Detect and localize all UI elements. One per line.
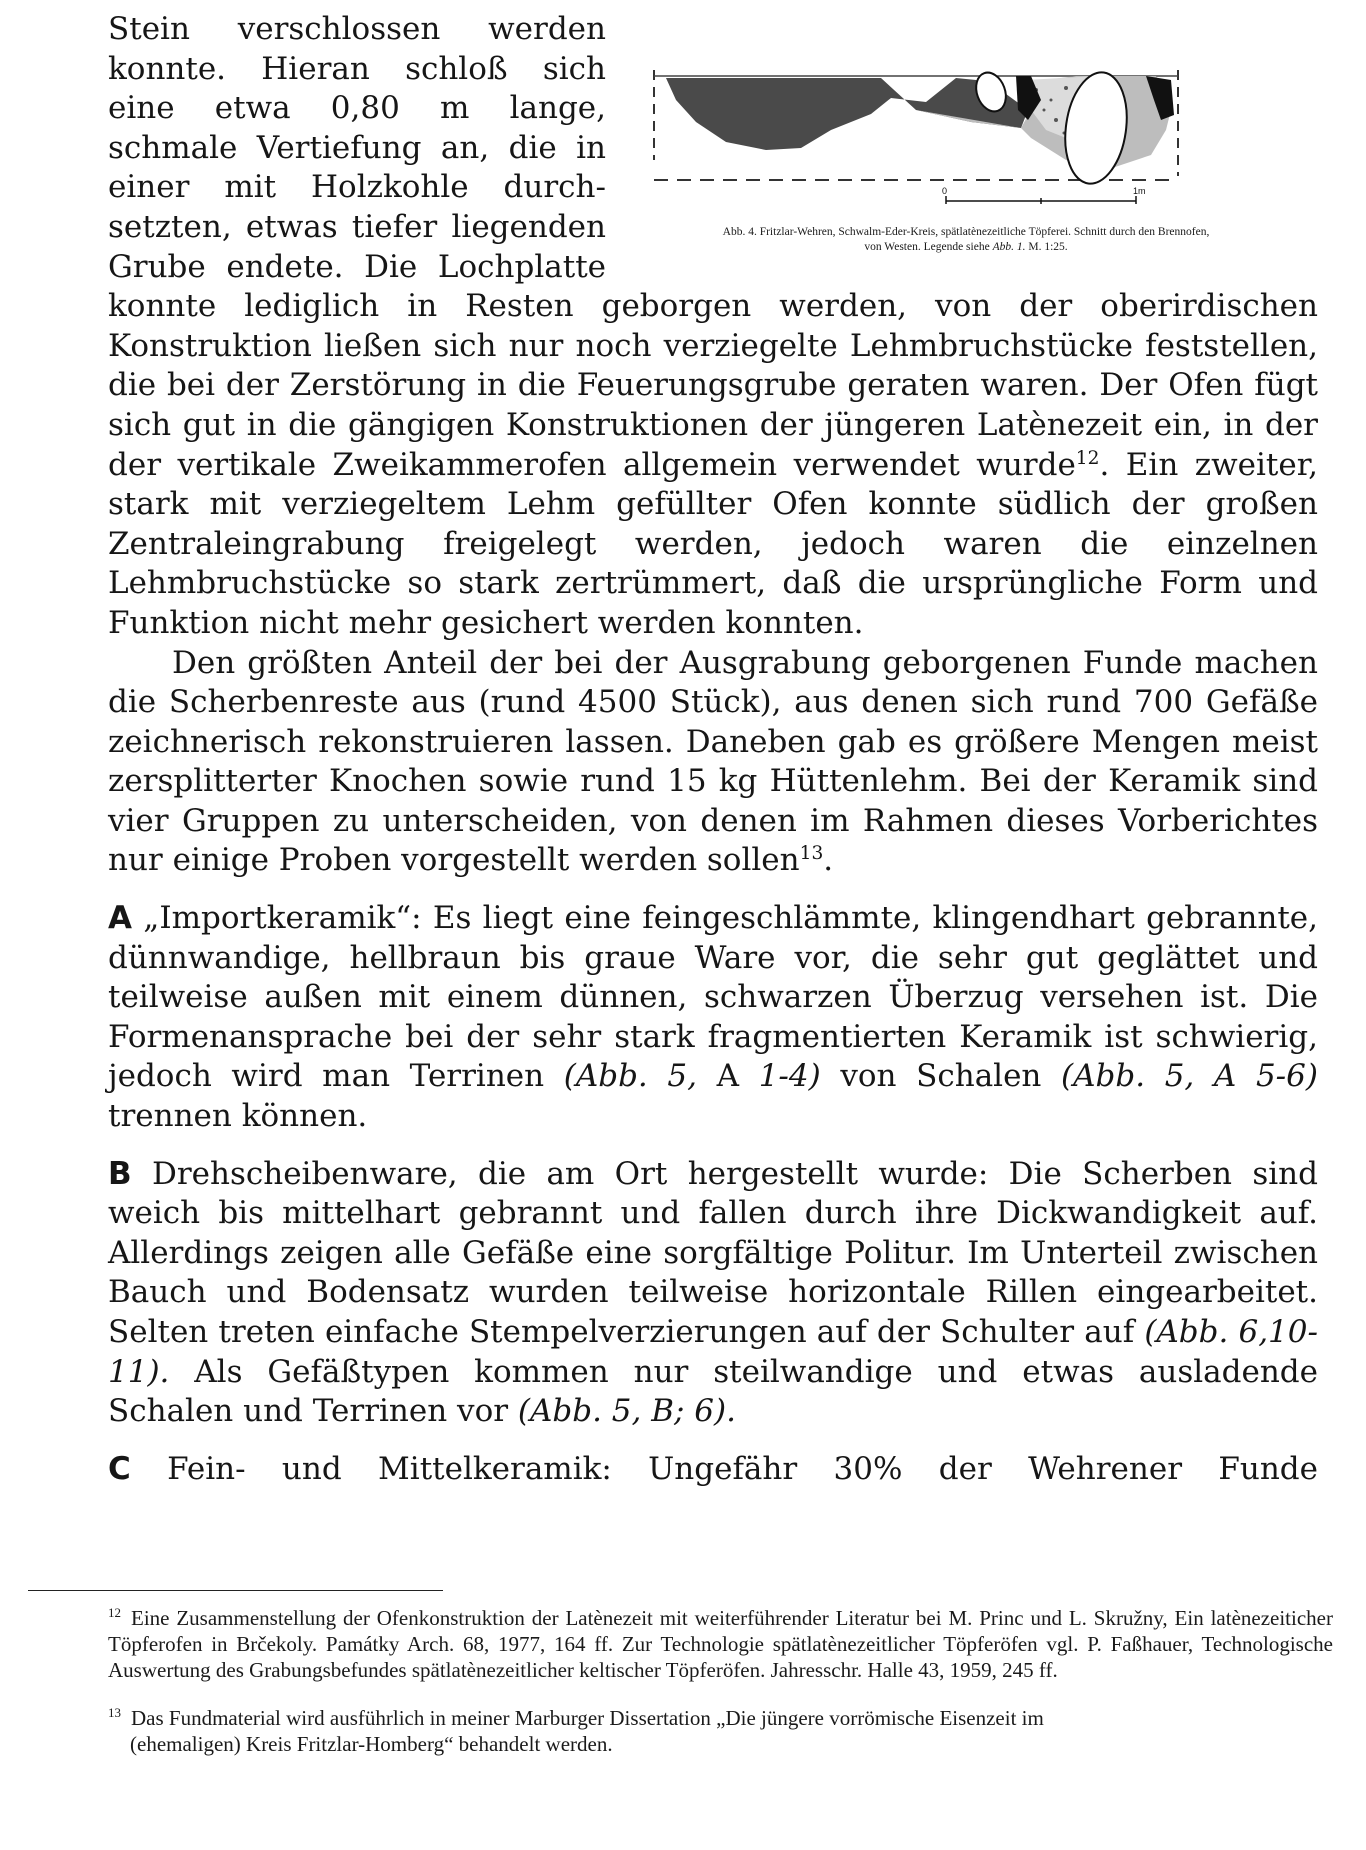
figure-kiln-section bbox=[626, 10, 1328, 268]
section-a-ref-2: (Abb. 5, A 5-6) bbox=[1061, 1058, 1318, 1095]
section-a-text-b: von Schalen bbox=[820, 1058, 1062, 1095]
scale-end-label: 1m bbox=[1133, 186, 1146, 196]
caption-line-2: von Westen. Legende siehe bbox=[864, 241, 993, 253]
section-c-text: Fein- und Mittelkeramik: Ungefähr 30% der Wehrener Funde bbox=[130, 1450, 1318, 1487]
scale-start-label: 0 bbox=[942, 186, 948, 196]
section-a-ref-1-end: 1-4) bbox=[758, 1058, 821, 1095]
footnote-rule bbox=[28, 1590, 443, 1591]
section-b-text-b: Als Gefäßtypen kommen nur steilwandige und etwas ausladende Schalen und Terrinen vor bbox=[108, 1353, 1318, 1430]
caption-figure-ref: Abb. 1. bbox=[992, 241, 1026, 253]
footnote-13 bbox=[108, 1705, 1333, 1757]
section-b-ref-2: (Abb. 5, B; 6). bbox=[517, 1393, 736, 1430]
section-c bbox=[108, 1450, 1318, 1490]
section-b-letter: B bbox=[108, 1155, 132, 1192]
kiln-section-drawing bbox=[626, 10, 1328, 225]
section-b-ref-1: (Abb. 6,10-11). bbox=[108, 1314, 1318, 1390]
caption-scale: M. 1:25. bbox=[1025, 241, 1068, 253]
section-a-letter: A bbox=[108, 900, 132, 937]
footnote-12 bbox=[108, 1605, 1333, 1683]
footnote-ref-13[interactable]: 13 bbox=[799, 843, 824, 865]
section-a-text-c: trennen können. bbox=[108, 1098, 368, 1135]
section-a-ref-1-mid: A bbox=[697, 1058, 759, 1095]
section-c-letter: C bbox=[108, 1450, 131, 1487]
footnotes bbox=[108, 1590, 1333, 1757]
paragraph-finds-text: Den größten Anteil der bei der Ausgrabung geborgenen Funde machen die Scherbenreste aus (rund 4500 Stück), aus denen sich rund 700 Gefäße zeichnerisch rekonstruieren lassen. Daneben gab es größere Mengen meist zersplitterter Knochen sowie rund 15 kg Hüttenlehm. Bei der Keramik sind vier Gruppen zu unterscheiden, von denen im Rahmen dieses Vorberichtes nur einige Proben vorgestellt werden sollen bbox=[108, 644, 1318, 879]
footnote-ref-12[interactable]: 12 bbox=[1075, 447, 1100, 469]
section-a bbox=[108, 899, 1318, 1137]
section-a-text: „Importkeramik“: Es liegt eine feingeschlämmte, klingendhart gebrannte, dünnwandige, hellbraun bis graue Ware vor, die sehr gut geglättet und teilweise außen mit einem dünnen, schwarzen Überzug versehen ist. Die Formenansprache bei der sehr stark fragmentierten Keramik ist schwierig, jedoch wird man Terrinen bbox=[108, 900, 1318, 1095]
paragraph-kiln-text-a: Stein verschlossen werden konnte. Hieran schloß sich eine etwa 0,80 m lange, schmale Vertiefung an, die in einer mit Holzkohle durchsetzten, etwas tiefer liegenden Grube endete. Die Lochplatte konnte lediglich in Resten geborgen werden, von der oberirdischen Konstruktion ließen sich nur noch verziegelte Lehmbruchstücke feststellen, die bei der Zerstörung in die Feuerungsgrube geraten waren. Der Ofen fügt sich gut in die gängigen Konstruktionen der jüngeren Latènezeit ein, in der der vertikale Zweikammerofen allgemein verwendet wurde bbox=[108, 11, 1318, 483]
figure-caption bbox=[626, 225, 1306, 255]
paragraph-kiln-text-b: . Ein zweiter, stark mit verziegeltem Lehm gefüllter Ofen konnte südlich der großen Zentraleingrabung freigelegt werden, jedoch waren die einzelnen Lehmbruchstücke so stark zertrümmert, daß die ursprüngliche Form und Funktion nicht mehr gesichert werden konnten. bbox=[108, 446, 1318, 641]
paragraph-finds bbox=[108, 644, 1318, 882]
page bbox=[108, 10, 1318, 1489]
footnote-12-text: Eine Zusammenstellung der Ofenkonstruktion der Latènezeit mit weiterführender Literatur bei M. Princ und L. Skružny, Ein latènezeiticher Töpferofen in Brčekoly. Památky Arch. 68, 1977, 164 ff. Zur Technologie spätlatènezeitlicher Töpferöfen vgl. P. Faßhauer, Technologische Auswertung des Grabungsbefundes spätlatènezeitlicher keltischer Töpferöfen. Jahresschr. Halle 43, 1959, 245 ff. bbox=[108, 1606, 1333, 1682]
section-a-ref-1: (Abb. 5, bbox=[563, 1058, 698, 1095]
section-b bbox=[108, 1155, 1318, 1432]
footnote-12-number: 12 bbox=[108, 1605, 121, 1620]
footnote-13-text-cont: (ehemaligen) Kreis Fritzlar-Homberg“ behandelt werden. bbox=[130, 1732, 613, 1756]
stoke-pit-fill bbox=[666, 78, 1028, 150]
footnote-13-number: 13 bbox=[108, 1705, 121, 1720]
caption-line-1: Abb. 4. Fritzlar-Wehren, Schwalm-Eder-Kreis, spätlatènezeitliche Töpferei. Schnitt durch den Brennofen, bbox=[722, 226, 1210, 238]
footnote-13-text: Das Fundmaterial wird ausführlich in meiner Marburger Dissertation „Die jüngere vorrömische Eisenzeit im bbox=[131, 1706, 1044, 1730]
section-b-text: Drehscheibenware, die am Ort hergestellt wurde: Die Scherben sind weich bis mittelhart gebrannt und fallen durch ihre Dickwandigkeit auf. Allerdings zeigen alle Gefäße eine sorgfältige Politur. Im Unterteil zwischen Bauch und Bodensatz wurden teilweise horizontale Rillen eingearbeitet. Selten treten einfache Stempelverzierungen auf der Schulter auf bbox=[108, 1155, 1318, 1350]
paragraph-finds-end: . bbox=[823, 842, 834, 879]
